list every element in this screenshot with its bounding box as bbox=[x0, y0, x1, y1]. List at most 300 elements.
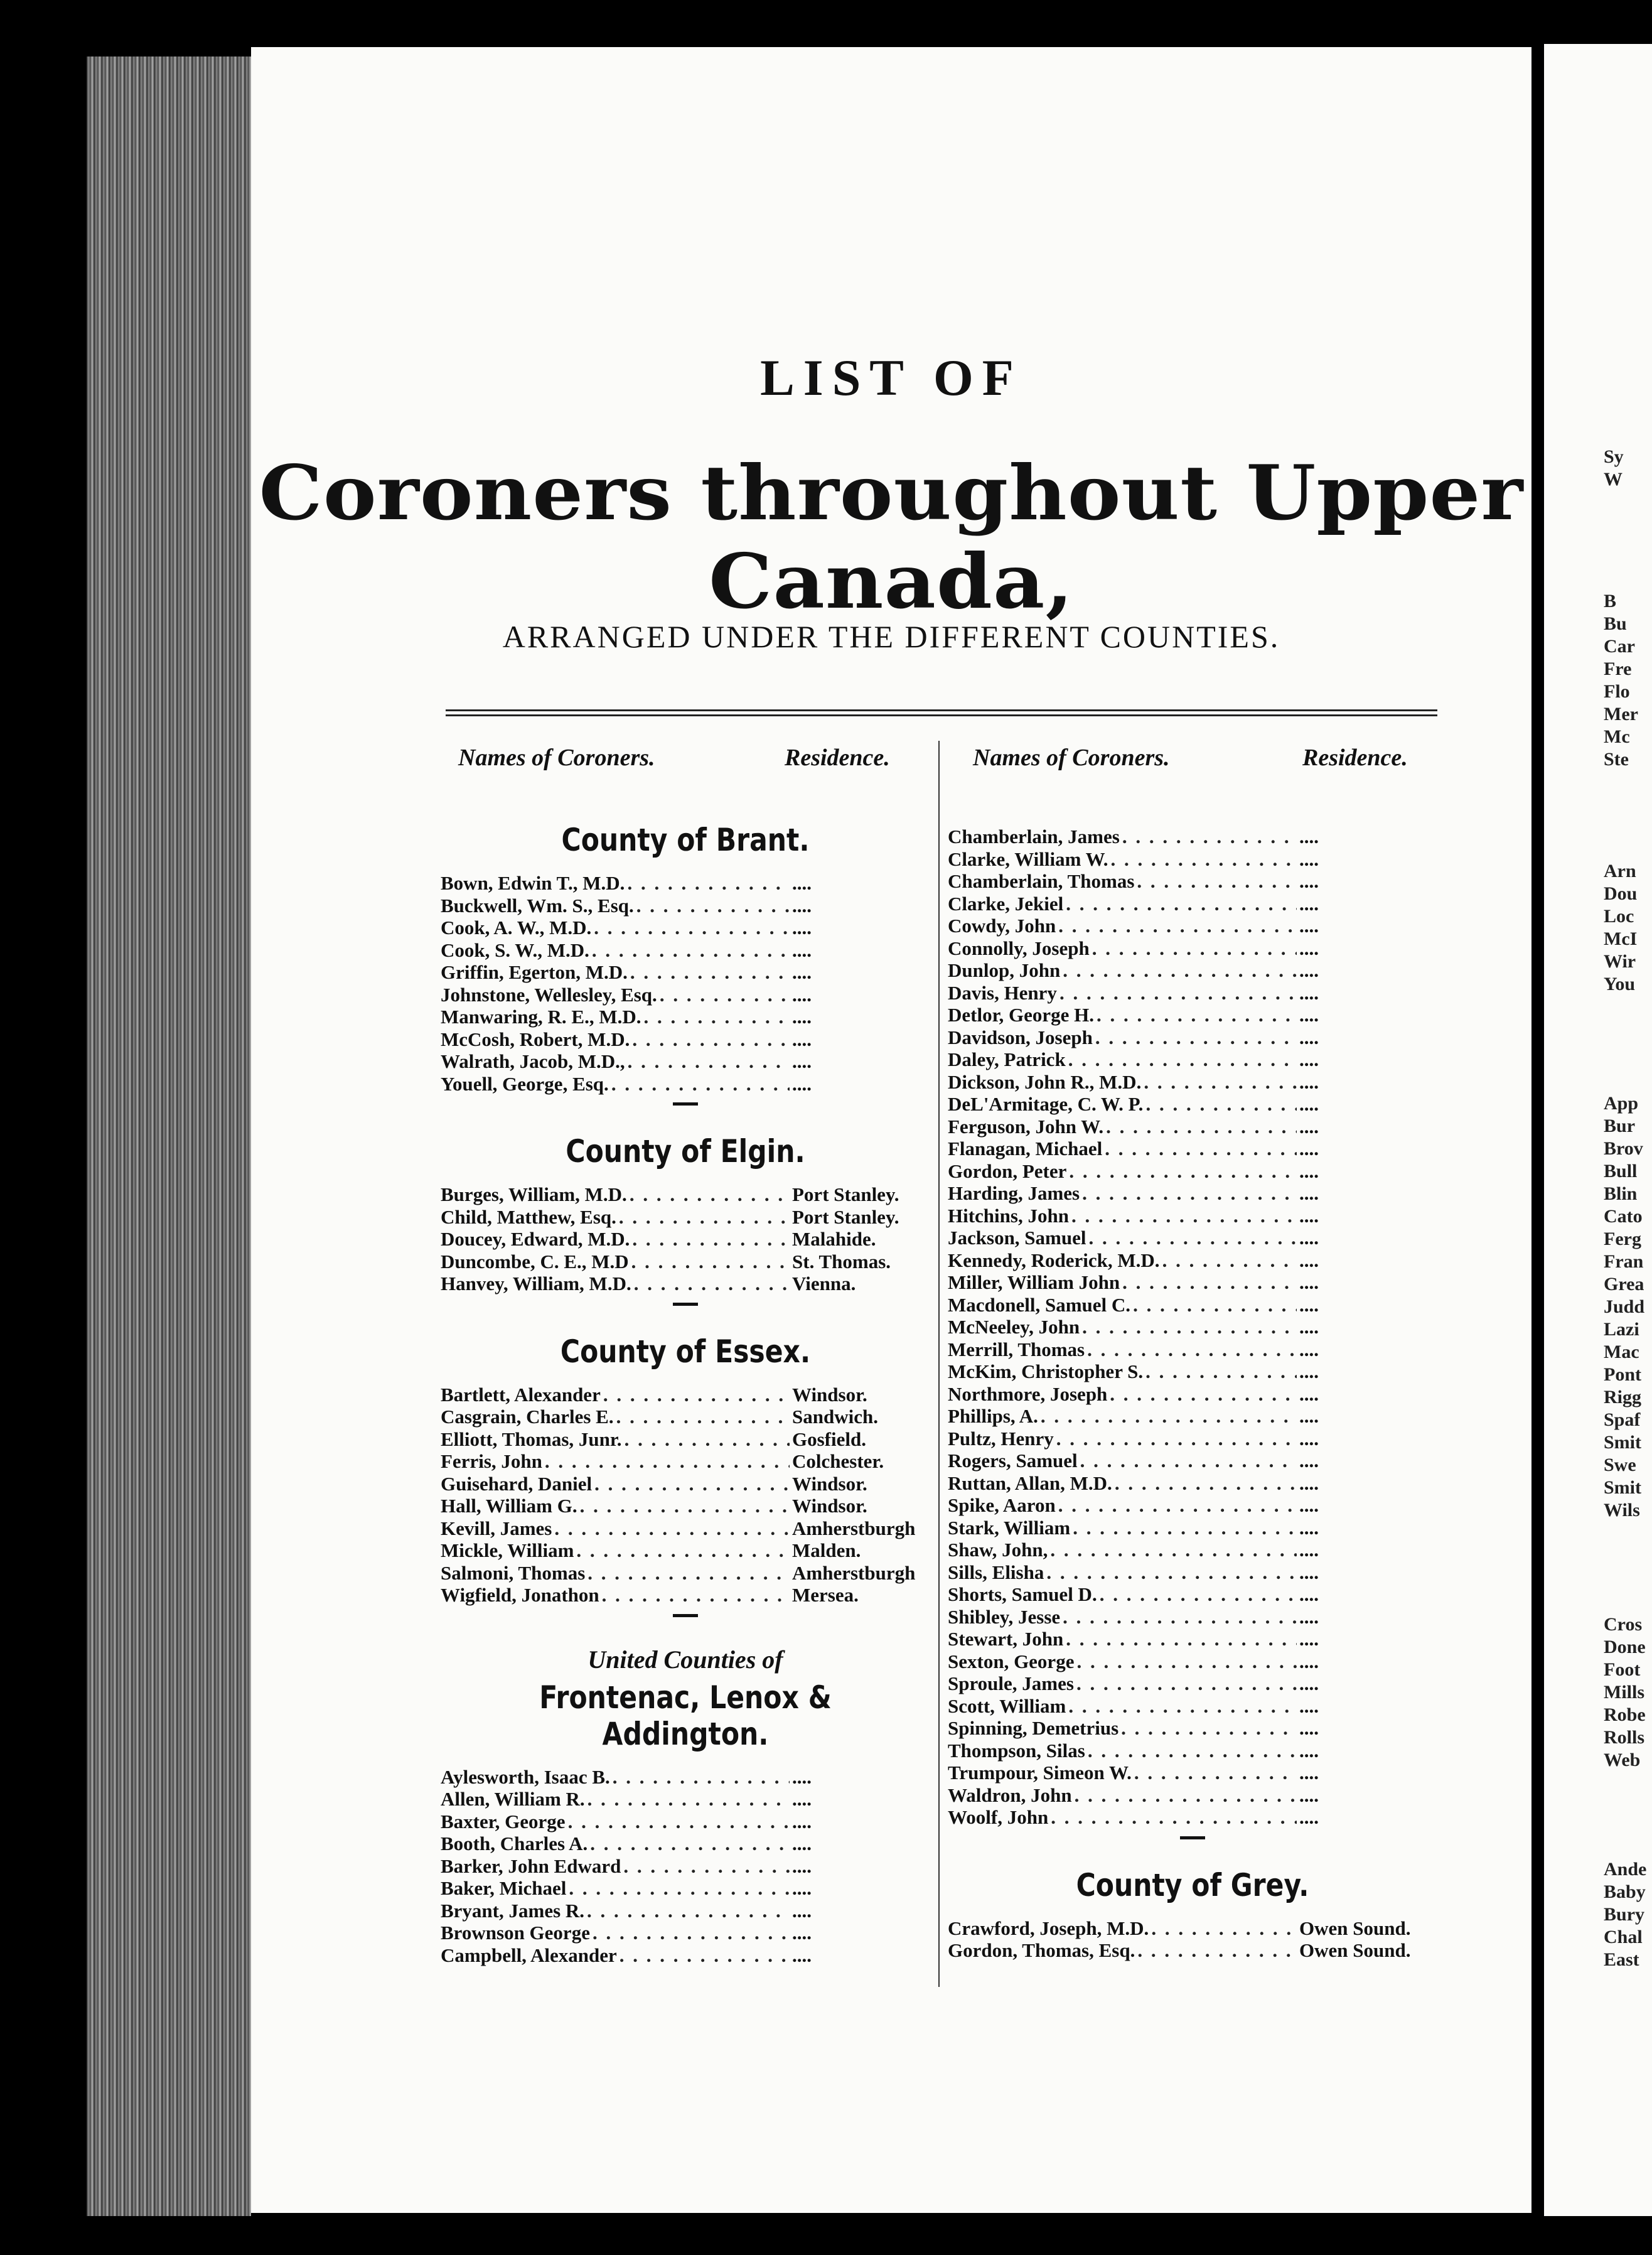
coroner-name: Kennedy, Roderick, M.D. bbox=[948, 1249, 1160, 1271]
coroner-entry bbox=[948, 1383, 1437, 1406]
coroner-entry bbox=[441, 1788, 930, 1811]
coroner-entry bbox=[948, 1338, 1437, 1361]
coroner-residence: .... bbox=[792, 1810, 812, 1833]
header-residence-right: Residence. bbox=[1302, 745, 1408, 771]
adjacent-page-text-fragment: Lazi bbox=[1604, 1319, 1639, 1340]
coroner-name: McCosh, Robert, M.D. bbox=[441, 1028, 630, 1050]
dot-leader bbox=[660, 984, 790, 1006]
coroner-residence: .... bbox=[792, 961, 812, 983]
coroner-name: Doucey, Edward, M.D. bbox=[441, 1228, 630, 1250]
coroner-residence: .... bbox=[1299, 1227, 1319, 1249]
coroner-name: Mickle, William bbox=[441, 1539, 574, 1561]
coroner-name: Phillips, A. bbox=[948, 1405, 1038, 1427]
dot-leader bbox=[1122, 826, 1297, 848]
coroner-name: Walrath, Jacob, M.D., bbox=[441, 1050, 625, 1072]
coroner-residence: .... bbox=[792, 1072, 812, 1095]
dot-leader bbox=[1121, 1717, 1297, 1739]
dot-leader bbox=[545, 1450, 790, 1472]
adjacent-page-text-fragment: Chal bbox=[1604, 1927, 1643, 1947]
coroner-entry bbox=[948, 1650, 1437, 1673]
title-main: Coroners throughout Upper Canada, bbox=[259, 449, 1524, 626]
coroner-residence: .... bbox=[1299, 892, 1319, 915]
coroner-entry bbox=[948, 1093, 1437, 1116]
adjacent-page-text-fragment: Ste bbox=[1604, 749, 1629, 770]
coroner-residence: .... bbox=[1299, 1672, 1319, 1694]
adjacent-page-text-fragment: Mills bbox=[1604, 1682, 1644, 1703]
coroner-residence: .... bbox=[1299, 1628, 1319, 1650]
section-dash bbox=[673, 1303, 698, 1306]
dot-leader bbox=[613, 1766, 790, 1788]
coroner-name: Kevill, James bbox=[441, 1517, 552, 1539]
adjacent-page-text-fragment: Brov bbox=[1604, 1138, 1643, 1159]
coroner-residence: Amherstburgh bbox=[792, 1517, 916, 1539]
coroner-name: Cook, S. W., M.D. bbox=[441, 939, 589, 961]
dot-leader bbox=[1092, 937, 1297, 959]
coroner-name: Gordon, Thomas, Esq. bbox=[948, 1939, 1135, 1961]
coroner-name: Clarke, Jekiel bbox=[948, 892, 1064, 915]
coroner-residence: Mersea. bbox=[792, 1584, 859, 1606]
coroner-entry bbox=[948, 1539, 1437, 1561]
coroner-entry bbox=[948, 1405, 1437, 1428]
coroner-name: Flanagan, Michael bbox=[948, 1138, 1103, 1160]
coroner-name: Hall, William G. bbox=[441, 1495, 577, 1517]
coroner-name: Pultz, Henry bbox=[948, 1427, 1054, 1450]
section-dash bbox=[1180, 1836, 1205, 1839]
dot-leader bbox=[569, 1877, 790, 1899]
adjacent-page-text-fragment: Robe bbox=[1604, 1704, 1646, 1725]
coroner-residence: .... bbox=[792, 1877, 812, 1899]
coroner-residence: .... bbox=[1299, 870, 1319, 892]
coroner-residence: .... bbox=[1299, 1405, 1319, 1427]
dot-leader bbox=[568, 1811, 790, 1833]
coroner-residence: .... bbox=[1299, 1583, 1319, 1605]
coroner-name: Casgrain, Charles E. bbox=[441, 1406, 614, 1428]
coroner-entry bbox=[441, 1050, 930, 1073]
coroner-name: Dickson, John R., M.D. bbox=[948, 1070, 1142, 1093]
coroner-entry bbox=[441, 1539, 930, 1562]
coroner-name: Bartlett, Alexander bbox=[441, 1383, 601, 1406]
coroner-name: Stewart, John bbox=[948, 1628, 1064, 1650]
dot-leader bbox=[594, 917, 790, 939]
adjacent-page-text-fragment: Baby bbox=[1604, 1881, 1646, 1902]
adjacent-page-text-fragment: Done bbox=[1604, 1637, 1646, 1657]
dot-leader bbox=[1058, 1494, 1297, 1516]
coroner-name: Elliott, Thomas, Junr. bbox=[441, 1428, 622, 1450]
coroner-entry bbox=[948, 1583, 1437, 1606]
coroner-entry bbox=[441, 1406, 930, 1428]
coroner-residence: .... bbox=[1299, 1694, 1319, 1717]
dot-leader bbox=[643, 1006, 790, 1028]
dot-leader bbox=[1115, 1472, 1297, 1494]
adjacent-page-text-fragment: Cato bbox=[1604, 1206, 1643, 1227]
coroner-name: Dunlop, John bbox=[948, 959, 1061, 981]
coroner-entry bbox=[441, 1006, 930, 1028]
dot-leader bbox=[1051, 1806, 1297, 1828]
coroner-entry bbox=[948, 1517, 1437, 1539]
coroner-name: Cook, A. W., M.D. bbox=[441, 917, 592, 939]
coroner-entry bbox=[441, 939, 930, 962]
coroner-name: Sills, Elisha bbox=[948, 1561, 1044, 1583]
dot-leader bbox=[625, 1428, 790, 1450]
coroner-residence: Colchester. bbox=[792, 1450, 884, 1472]
coroner-name: Miller, William John bbox=[948, 1271, 1120, 1293]
coroner-name: Jackson, Samuel bbox=[948, 1227, 1086, 1249]
dot-leader bbox=[1082, 1182, 1297, 1204]
section-dash bbox=[673, 1614, 698, 1617]
coroner-entry bbox=[948, 1227, 1437, 1249]
coroner-entry bbox=[948, 1182, 1437, 1205]
coroner-entry bbox=[441, 1944, 930, 1967]
coroner-entry bbox=[441, 1922, 930, 1944]
coroner-residence: Gosfield. bbox=[792, 1428, 866, 1450]
adjacent-page-text-fragment: Mer bbox=[1604, 704, 1638, 724]
coroner-residence: Sandwich. bbox=[792, 1406, 878, 1428]
coroner-entry bbox=[948, 1606, 1437, 1628]
dot-leader bbox=[1105, 1138, 1297, 1160]
adjacent-page-text-fragment: Arn bbox=[1604, 861, 1636, 881]
right-column bbox=[948, 826, 1437, 1962]
coroner-name: Davis, Henry bbox=[948, 981, 1057, 1004]
coroner-name: Trumpour, Simeon W. bbox=[948, 1762, 1132, 1784]
county-heading: Frontenac, Lenox & Addington. bbox=[539, 1679, 832, 1752]
adjacent-page-text-fragment: East bbox=[1604, 1949, 1639, 1970]
coroner-residence: .... bbox=[1299, 1338, 1319, 1360]
adjacent-page-text-fragment: Rolls bbox=[1604, 1727, 1645, 1748]
coroner-residence: Owen Sound. bbox=[1299, 1917, 1411, 1939]
coroner-entry bbox=[441, 1228, 930, 1251]
coroner-entry bbox=[948, 1939, 1437, 1962]
dot-leader bbox=[554, 1517, 790, 1539]
coroner-entry bbox=[948, 1695, 1437, 1718]
dot-leader bbox=[602, 1584, 790, 1606]
coroner-entry bbox=[948, 1806, 1437, 1829]
coroner-name: Aylesworth, Isaac B. bbox=[441, 1765, 610, 1788]
coroner-residence: .... bbox=[1299, 1204, 1319, 1227]
dot-leader bbox=[580, 1495, 790, 1517]
coroner-residence: .... bbox=[1299, 1160, 1319, 1182]
coroner-entry bbox=[948, 1048, 1437, 1071]
coroner-entry bbox=[441, 1450, 930, 1473]
coroner-entry bbox=[948, 1740, 1437, 1762]
dot-leader bbox=[1097, 1004, 1297, 1026]
coroner-name: Crawford, Joseph, M.D. bbox=[948, 1917, 1149, 1939]
dot-leader bbox=[1050, 1539, 1297, 1561]
coroner-residence: .... bbox=[1299, 1026, 1319, 1048]
dot-leader bbox=[1122, 1271, 1297, 1293]
coroner-entry bbox=[948, 982, 1437, 1004]
coroner-residence: .... bbox=[792, 1765, 812, 1788]
coroner-residence: Port Stanley. bbox=[792, 1183, 899, 1205]
coroner-name: Woolf, John bbox=[948, 1806, 1049, 1828]
coroner-residence: .... bbox=[1299, 959, 1319, 981]
adjacent-page-text-fragment: Cros bbox=[1604, 1614, 1643, 1635]
coroner-entry bbox=[948, 1026, 1437, 1049]
coroner-name: Macdonell, Samuel C. bbox=[948, 1293, 1131, 1316]
coroner-entry bbox=[948, 1294, 1437, 1316]
coroner-entry bbox=[948, 1717, 1437, 1740]
dot-leader bbox=[630, 961, 790, 983]
coroner-name: Chamberlain, James bbox=[948, 826, 1120, 848]
dot-leader bbox=[1137, 1939, 1297, 1961]
coroner-name: Gordon, Peter bbox=[948, 1160, 1067, 1182]
adjacent-page-text-fragment: App bbox=[1604, 1093, 1639, 1114]
adjacent-page-text-fragment: Dou bbox=[1604, 883, 1638, 904]
adjacent-page-text-fragment: McI bbox=[1604, 928, 1638, 949]
coroner-entry bbox=[441, 1428, 930, 1451]
coroner-residence: .... bbox=[1299, 1093, 1319, 1115]
adjacent-page-text-fragment: You bbox=[1604, 974, 1636, 994]
coroner-residence: .... bbox=[1299, 1427, 1319, 1450]
adjacent-page-text-fragment: W bbox=[1604, 469, 1622, 490]
adjacent-page-text-fragment: Flo bbox=[1604, 681, 1630, 702]
coroner-entry bbox=[948, 1316, 1437, 1338]
dot-leader bbox=[592, 939, 790, 961]
coroner-residence: .... bbox=[1299, 981, 1319, 1004]
dot-leader bbox=[593, 1922, 790, 1944]
adjacent-page-text-fragment: Smit bbox=[1604, 1477, 1641, 1498]
coroner-residence: .... bbox=[1299, 1472, 1319, 1494]
coroner-name: Detlor, George H. bbox=[948, 1004, 1094, 1026]
coroner-entry bbox=[441, 1183, 930, 1206]
coroner-name: McNeeley, John bbox=[948, 1316, 1080, 1338]
coroner-residence: .... bbox=[1299, 1048, 1319, 1070]
dot-leader bbox=[1080, 1450, 1297, 1472]
coroner-entry bbox=[948, 1205, 1437, 1227]
coroner-residence: .... bbox=[1299, 1717, 1319, 1739]
coroner-entry bbox=[441, 1495, 930, 1517]
coroner-name: Salmoni, Thomas bbox=[441, 1561, 586, 1584]
dot-leader bbox=[1145, 1360, 1297, 1382]
coroner-entry bbox=[441, 1517, 930, 1540]
dot-leader bbox=[594, 1473, 790, 1495]
dot-leader bbox=[1082, 1316, 1297, 1338]
coroner-residence: .... bbox=[792, 1854, 812, 1877]
coroner-entry bbox=[948, 893, 1437, 915]
adjacent-page-text-fragment: Swe bbox=[1604, 1455, 1636, 1475]
adjacent-page-text-fragment: Loc bbox=[1604, 906, 1634, 927]
coroner-residence: .... bbox=[792, 1922, 812, 1944]
coroner-residence: .... bbox=[1299, 1494, 1319, 1516]
coroner-entry bbox=[948, 1271, 1437, 1294]
coroner-name: Sproule, James bbox=[948, 1672, 1074, 1694]
dot-leader bbox=[628, 1050, 790, 1072]
adjacent-page-text-fragment: Mac bbox=[1604, 1342, 1639, 1362]
coroner-entry bbox=[441, 1273, 930, 1295]
coroner-entry bbox=[441, 1251, 930, 1273]
coroner-residence: Owen Sound. bbox=[1299, 1939, 1411, 1961]
coroner-residence: .... bbox=[1299, 1516, 1319, 1539]
coroner-name: Duncombe, C. E., M.D bbox=[441, 1250, 629, 1273]
coroner-residence: .... bbox=[792, 894, 812, 917]
dot-leader bbox=[1046, 1561, 1297, 1583]
dot-leader bbox=[1088, 1740, 1297, 1762]
dot-leader bbox=[587, 1900, 790, 1922]
coroner-residence: .... bbox=[1299, 826, 1319, 848]
coroner-entry bbox=[948, 1784, 1437, 1807]
dot-leader bbox=[1088, 1227, 1297, 1249]
coroner-name: Barker, John Edward bbox=[441, 1854, 621, 1877]
coroner-residence: .... bbox=[1299, 1316, 1319, 1338]
coroner-residence: .... bbox=[1299, 1070, 1319, 1093]
adjacent-page-text-fragment: Judd bbox=[1604, 1296, 1645, 1317]
coroner-entry bbox=[441, 1900, 930, 1922]
coroner-name: McKim, Christopher S. bbox=[948, 1360, 1144, 1382]
coroner-name: Rogers, Samuel bbox=[948, 1450, 1078, 1472]
coroner-residence: .... bbox=[1299, 1293, 1319, 1316]
coroner-residence: .... bbox=[1299, 937, 1319, 959]
coroner-residence: .... bbox=[792, 917, 812, 939]
coroner-entry bbox=[948, 1071, 1437, 1094]
left-column bbox=[441, 819, 930, 1966]
coroner-residence: St. Thomas. bbox=[792, 1250, 891, 1273]
coroner-residence: .... bbox=[1299, 1271, 1319, 1293]
dot-leader bbox=[1095, 1026, 1297, 1048]
coroner-name: Johnstone, Wellesley, Esq. bbox=[441, 983, 657, 1006]
coroner-entry bbox=[948, 848, 1437, 871]
coroner-name: Sexton, George bbox=[948, 1650, 1075, 1672]
coroner-residence: .... bbox=[1299, 1382, 1319, 1405]
dot-leader bbox=[1076, 1650, 1297, 1672]
dot-leader bbox=[1087, 1338, 1297, 1360]
dot-leader bbox=[1071, 1205, 1297, 1227]
coroner-residence: Amherstburgh bbox=[792, 1561, 916, 1584]
dot-leader bbox=[1076, 1672, 1297, 1694]
coroner-residence: .... bbox=[1299, 1806, 1319, 1828]
coroner-residence: .... bbox=[792, 1050, 812, 1072]
adjacent-page-text-fragment: Grea bbox=[1604, 1274, 1644, 1294]
coroner-residence: .... bbox=[1299, 915, 1319, 937]
coroner-residence: .... bbox=[792, 1899, 812, 1922]
dot-leader bbox=[1069, 1160, 1297, 1182]
adjacent-page-text-fragment: Bury bbox=[1604, 1904, 1645, 1925]
coroner-residence: .... bbox=[792, 1833, 812, 1854]
dot-leader bbox=[632, 1028, 790, 1050]
coroner-entry bbox=[441, 1073, 930, 1095]
coroner-residence: .... bbox=[1299, 1762, 1319, 1784]
adjacent-page-text-fragment: Wir bbox=[1604, 951, 1636, 972]
coroner-residence: .... bbox=[1299, 1360, 1319, 1382]
dot-leader bbox=[1110, 1383, 1297, 1405]
coroner-name: Guisehard, Daniel bbox=[441, 1472, 593, 1495]
coroner-entry bbox=[948, 1762, 1437, 1784]
section-dash bbox=[673, 1102, 698, 1106]
adjacent-page-text-fragment: Fran bbox=[1604, 1251, 1644, 1272]
dot-leader bbox=[1068, 1695, 1297, 1717]
adjacent-page-text-fragment: Bull bbox=[1604, 1161, 1638, 1181]
coroner-name: Stark, William bbox=[948, 1516, 1071, 1539]
coroner-residence: .... bbox=[792, 939, 812, 961]
coroner-entry bbox=[441, 1855, 930, 1878]
coroner-name: Daley, Patrick bbox=[948, 1048, 1066, 1070]
coroner-name: Shaw, John, bbox=[948, 1539, 1048, 1561]
coroner-name: Shibley, Jesse bbox=[948, 1605, 1061, 1628]
dot-leader bbox=[576, 1539, 790, 1561]
coroner-name: Thompson, Silas bbox=[948, 1739, 1085, 1762]
coroner-name: Bown, Edwin T., M.D. bbox=[441, 872, 625, 894]
county-heading: County of Elgin. bbox=[566, 1133, 805, 1170]
coroner-residence: .... bbox=[1299, 1650, 1319, 1672]
coroner-name: Ferris, John bbox=[441, 1450, 542, 1472]
coroner-residence: .... bbox=[1299, 1115, 1319, 1138]
coroner-name: Baker, Michael bbox=[441, 1877, 567, 1899]
adjacent-page-text-fragment: Wils bbox=[1604, 1500, 1640, 1520]
county-heading: County of Grey. bbox=[1076, 1866, 1309, 1903]
coroner-residence: .... bbox=[1299, 1739, 1319, 1762]
coroner-residence: .... bbox=[792, 872, 812, 894]
dot-leader bbox=[634, 1273, 790, 1294]
coroner-entry bbox=[441, 872, 930, 895]
coroner-name: Child, Matthew, Esq. bbox=[441, 1205, 616, 1228]
coroner-residence: .... bbox=[792, 1944, 812, 1966]
coroner-name: Campbell, Alexander bbox=[441, 1944, 617, 1966]
document-page bbox=[251, 47, 1531, 2213]
coroner-entry bbox=[948, 1138, 1437, 1160]
dot-leader bbox=[1068, 1048, 1297, 1070]
coroner-name: Northmore, Joseph bbox=[948, 1382, 1108, 1405]
coroner-entry bbox=[948, 1494, 1437, 1517]
coroner-entry bbox=[441, 895, 930, 917]
dot-leader bbox=[1111, 848, 1297, 870]
coroner-entry bbox=[948, 1160, 1437, 1183]
dot-leader bbox=[620, 1944, 790, 1966]
coroner-entry bbox=[948, 1472, 1437, 1495]
coroner-name: Hanvey, William, M.D. bbox=[441, 1273, 631, 1294]
dot-leader bbox=[1063, 959, 1297, 981]
dot-leader bbox=[1144, 1071, 1297, 1093]
dot-leader bbox=[587, 1562, 790, 1584]
coroner-entry bbox=[948, 1628, 1437, 1650]
dot-leader bbox=[1041, 1405, 1297, 1427]
coroner-name: Burges, William, M.D. bbox=[441, 1183, 627, 1205]
coroner-list bbox=[441, 1183, 930, 1295]
coroner-entry bbox=[948, 1917, 1437, 1940]
coroner-entry bbox=[441, 1206, 930, 1229]
dot-leader bbox=[611, 1073, 790, 1095]
coroner-entry bbox=[441, 1473, 930, 1495]
dot-leader bbox=[619, 1206, 790, 1228]
header-names-right: Names of Coroners. bbox=[973, 745, 1170, 771]
adjacent-page-text-fragment: Bur bbox=[1604, 1116, 1636, 1136]
dot-leader bbox=[630, 1183, 790, 1205]
coroner-residence: Port Stanley. bbox=[792, 1205, 899, 1228]
dot-leader bbox=[1100, 1583, 1297, 1605]
coroner-residence: .... bbox=[1299, 1605, 1319, 1628]
dot-leader bbox=[1133, 1294, 1297, 1316]
coroner-name: Connolly, Joseph bbox=[948, 937, 1090, 959]
coroner-entry bbox=[441, 1584, 930, 1606]
dot-leader bbox=[1059, 982, 1297, 1004]
adjacent-page-text-fragment: Sy bbox=[1604, 446, 1624, 467]
coroner-entry bbox=[948, 1450, 1437, 1472]
top-rule-second bbox=[446, 714, 1437, 716]
coroner-residence: .... bbox=[792, 1788, 812, 1810]
coroner-name: Bryant, James R. bbox=[441, 1899, 585, 1922]
dot-leader bbox=[1066, 1628, 1297, 1650]
coroner-entry bbox=[441, 1833, 930, 1855]
coroner-entry bbox=[441, 1384, 930, 1406]
county-heading: County of Essex. bbox=[560, 1333, 811, 1370]
coroner-residence: .... bbox=[792, 1028, 812, 1050]
coroner-residence: .... bbox=[1299, 1138, 1319, 1160]
coroner-entry bbox=[948, 1428, 1437, 1450]
coroner-residence: Vienna. bbox=[792, 1273, 856, 1294]
adjacent-page-text-fragment: Mc bbox=[1604, 726, 1630, 747]
coroner-name: Merrill, Thomas bbox=[948, 1338, 1085, 1360]
dot-leader bbox=[627, 872, 790, 894]
coroner-name: Waldron, John bbox=[948, 1784, 1072, 1806]
coroner-entry bbox=[441, 917, 930, 939]
adjacent-page-text-fragment: Foot bbox=[1604, 1659, 1641, 1680]
